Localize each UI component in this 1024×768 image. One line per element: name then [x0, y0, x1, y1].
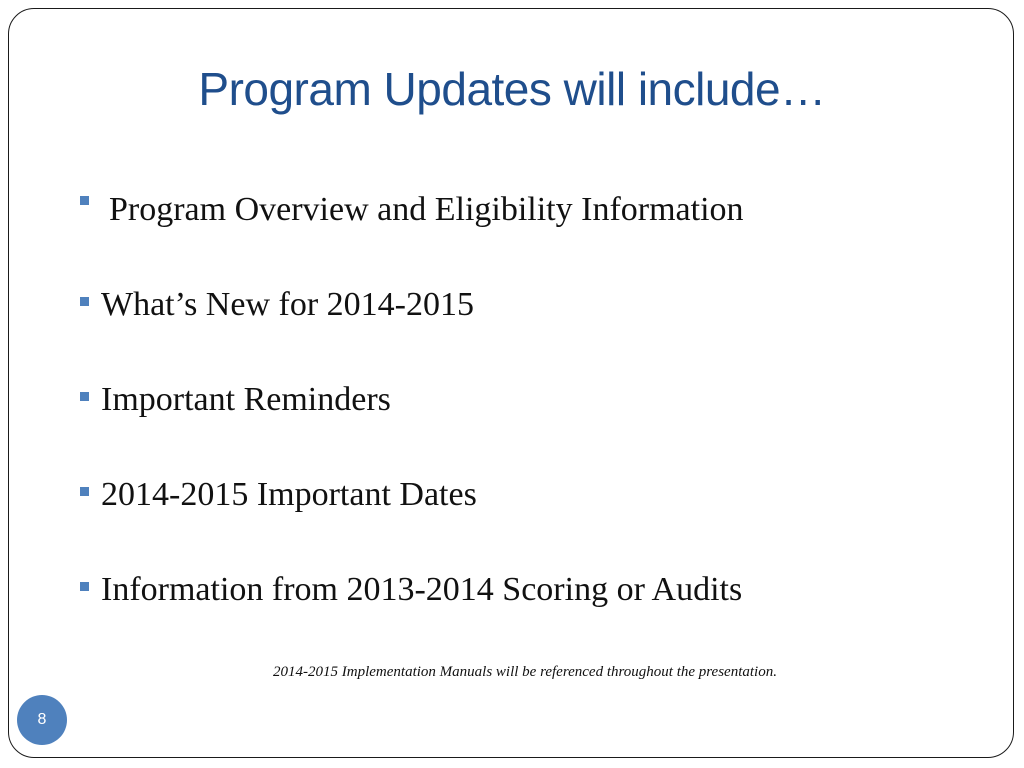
list-item [80, 564, 744, 659]
square-bullet-icon [80, 582, 89, 591]
list-item [80, 279, 744, 374]
bullet-text: 2014-2015 Important Dates [101, 476, 477, 513]
bullet-text: Information from 2013-2014 Scoring or Audits [101, 571, 743, 608]
footnote: 2014-2015 Implementation Manuals will be referenced throughout the presentation. [273, 664, 777, 680]
bullet-text: What’s New for 2014-2015 [101, 286, 474, 323]
bullet-text: Program Overview and Eligibility Information [109, 191, 744, 228]
bullet-list [80, 184, 744, 659]
square-bullet-icon [80, 392, 89, 401]
list-item [80, 469, 744, 564]
page-number-badge: 8 [17, 695, 67, 745]
slide-title: Program Updates will include… [198, 63, 826, 115]
bullet-text: Important Reminders [101, 381, 391, 418]
square-bullet-icon [80, 297, 89, 306]
list-item [80, 184, 744, 279]
square-bullet-icon [80, 487, 89, 496]
list-item [80, 374, 744, 469]
square-bullet-icon [80, 196, 89, 205]
